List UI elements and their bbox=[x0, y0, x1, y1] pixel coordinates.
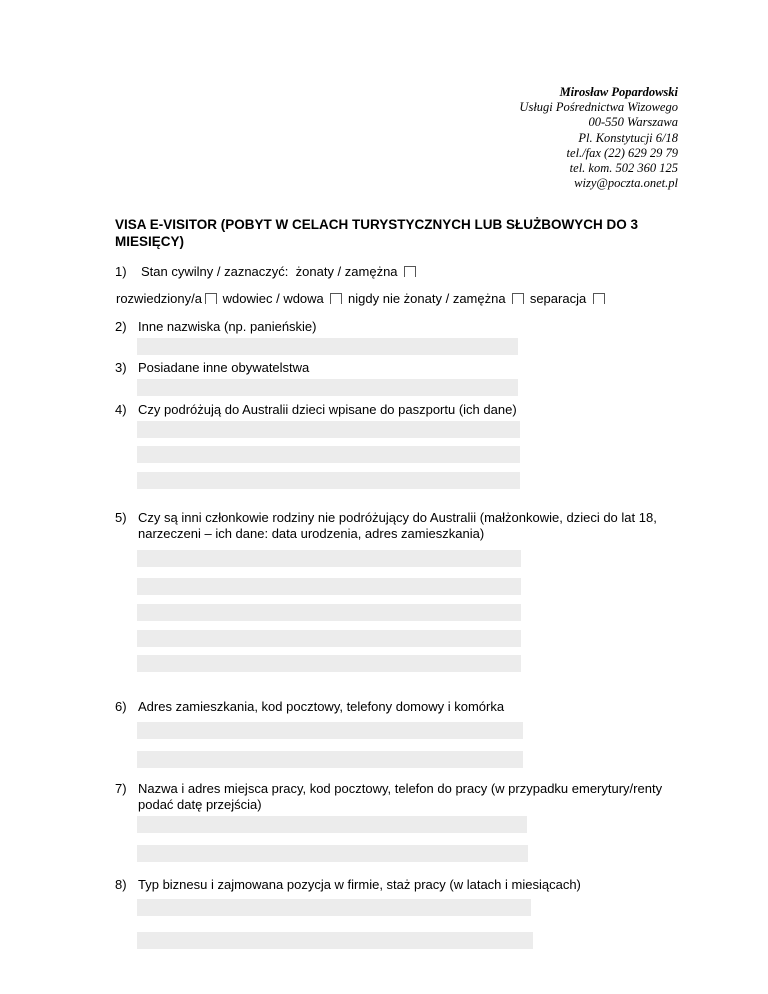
agency-phone-fax: tel./fax (22) 629 29 79 bbox=[566, 145, 678, 160]
answer-field-5b[interactable] bbox=[137, 578, 521, 595]
agency-postcode: 00-550 Warszawa bbox=[588, 115, 678, 130]
agency-name: Usługi Pośrednictwa Wizowego bbox=[519, 100, 678, 115]
question-5 bbox=[115, 510, 675, 542]
answer-field-3[interactable] bbox=[137, 379, 518, 396]
question-number: 2) bbox=[115, 319, 127, 334]
answer-field-8a[interactable] bbox=[137, 899, 531, 916]
question-number: 5) bbox=[115, 510, 127, 525]
checkbox-separated[interactable] bbox=[593, 293, 605, 304]
answer-field-6b[interactable] bbox=[137, 751, 523, 768]
question-3 bbox=[115, 360, 309, 376]
answer-field-7a[interactable] bbox=[137, 816, 527, 833]
question-number: 7) bbox=[115, 781, 127, 796]
question-7 bbox=[115, 781, 675, 813]
checkbox-never-married[interactable] bbox=[512, 293, 524, 304]
question-text: Typ biznesu i zajmowana pozycja w firmie, staż pracy (w latach i miesiącach) bbox=[138, 877, 581, 892]
option-label-divorced: rozwiedziony/a bbox=[116, 291, 202, 306]
agency-header bbox=[519, 85, 678, 191]
option-label-married: żonaty / zamężna bbox=[295, 264, 398, 279]
question-number: 4) bbox=[115, 402, 127, 417]
question-1-options bbox=[116, 291, 607, 306]
question-text: Nazwa i adres miejsca pracy, kod pocztowy, telefon do pracy (w przypadku emerytury/renty podać datę przejścia) bbox=[138, 781, 663, 812]
answer-field-5e[interactable] bbox=[137, 655, 521, 672]
answer-field-4b[interactable] bbox=[137, 446, 520, 463]
answer-field-5c[interactable] bbox=[137, 604, 521, 621]
option-label-separated: separacja bbox=[529, 291, 587, 306]
option-label-widowed: wdowiec / wdowa bbox=[222, 291, 324, 306]
checkbox-widowed[interactable] bbox=[330, 293, 342, 304]
checkbox-divorced[interactable] bbox=[205, 293, 217, 304]
question-number: 6) bbox=[115, 699, 127, 714]
answer-field-7b[interactable] bbox=[137, 845, 528, 862]
question-2 bbox=[115, 319, 317, 335]
answer-field-4a[interactable] bbox=[137, 421, 520, 438]
question-text: Czy podróżują do Australii dzieci wpisane do paszportu (ich dane) bbox=[138, 402, 517, 417]
question-text: Inne nazwiska (np. panieńskie) bbox=[138, 319, 317, 334]
answer-field-4c[interactable] bbox=[137, 472, 520, 489]
answer-field-2[interactable] bbox=[137, 338, 518, 355]
answer-field-5a[interactable] bbox=[137, 550, 521, 567]
option-label-never-married: nigdy nie żonaty / zamężna bbox=[348, 291, 506, 306]
agency-street: Pl. Konstytucji 6/18 bbox=[578, 130, 678, 145]
question-6 bbox=[115, 699, 504, 715]
agency-email: wizy@poczta.onet.pl bbox=[574, 176, 678, 191]
question-1 bbox=[115, 264, 418, 279]
question-number: 8) bbox=[115, 877, 127, 892]
question-text: Stan cywilny / zaznaczyć: bbox=[141, 264, 289, 279]
answer-field-6a[interactable] bbox=[137, 722, 523, 739]
answer-field-8b[interactable] bbox=[137, 932, 533, 949]
question-8 bbox=[115, 877, 581, 893]
checkbox-married[interactable] bbox=[404, 266, 416, 277]
agency-mobile: tel. kom. 502 360 125 bbox=[569, 161, 678, 176]
question-text: Posiadane inne obywatelstwa bbox=[138, 360, 310, 375]
agent-name: Mirosław Popardowski bbox=[559, 85, 678, 99]
question-number: 3) bbox=[115, 360, 127, 375]
question-text: Czy są inni członkowie rodziny nie podróżujący do Australii (małżonkowie, dzieci do lat 18, narzeczeni – ich dane: data urodzenia, adres zamieszkania) bbox=[138, 510, 657, 541]
question-text: Adres zamieszkania, kod pocztowy, telefony domowy i komórka bbox=[138, 699, 505, 714]
question-number: 1) bbox=[115, 264, 127, 279]
answer-field-5d[interactable] bbox=[137, 630, 521, 647]
question-4 bbox=[115, 402, 517, 418]
form-title: VISA E-VISITOR (POBYT W CELACH TURYSTYCZNYCH LUB SŁUŻBOWYCH DO 3 MIESIĘCY) bbox=[115, 217, 639, 249]
